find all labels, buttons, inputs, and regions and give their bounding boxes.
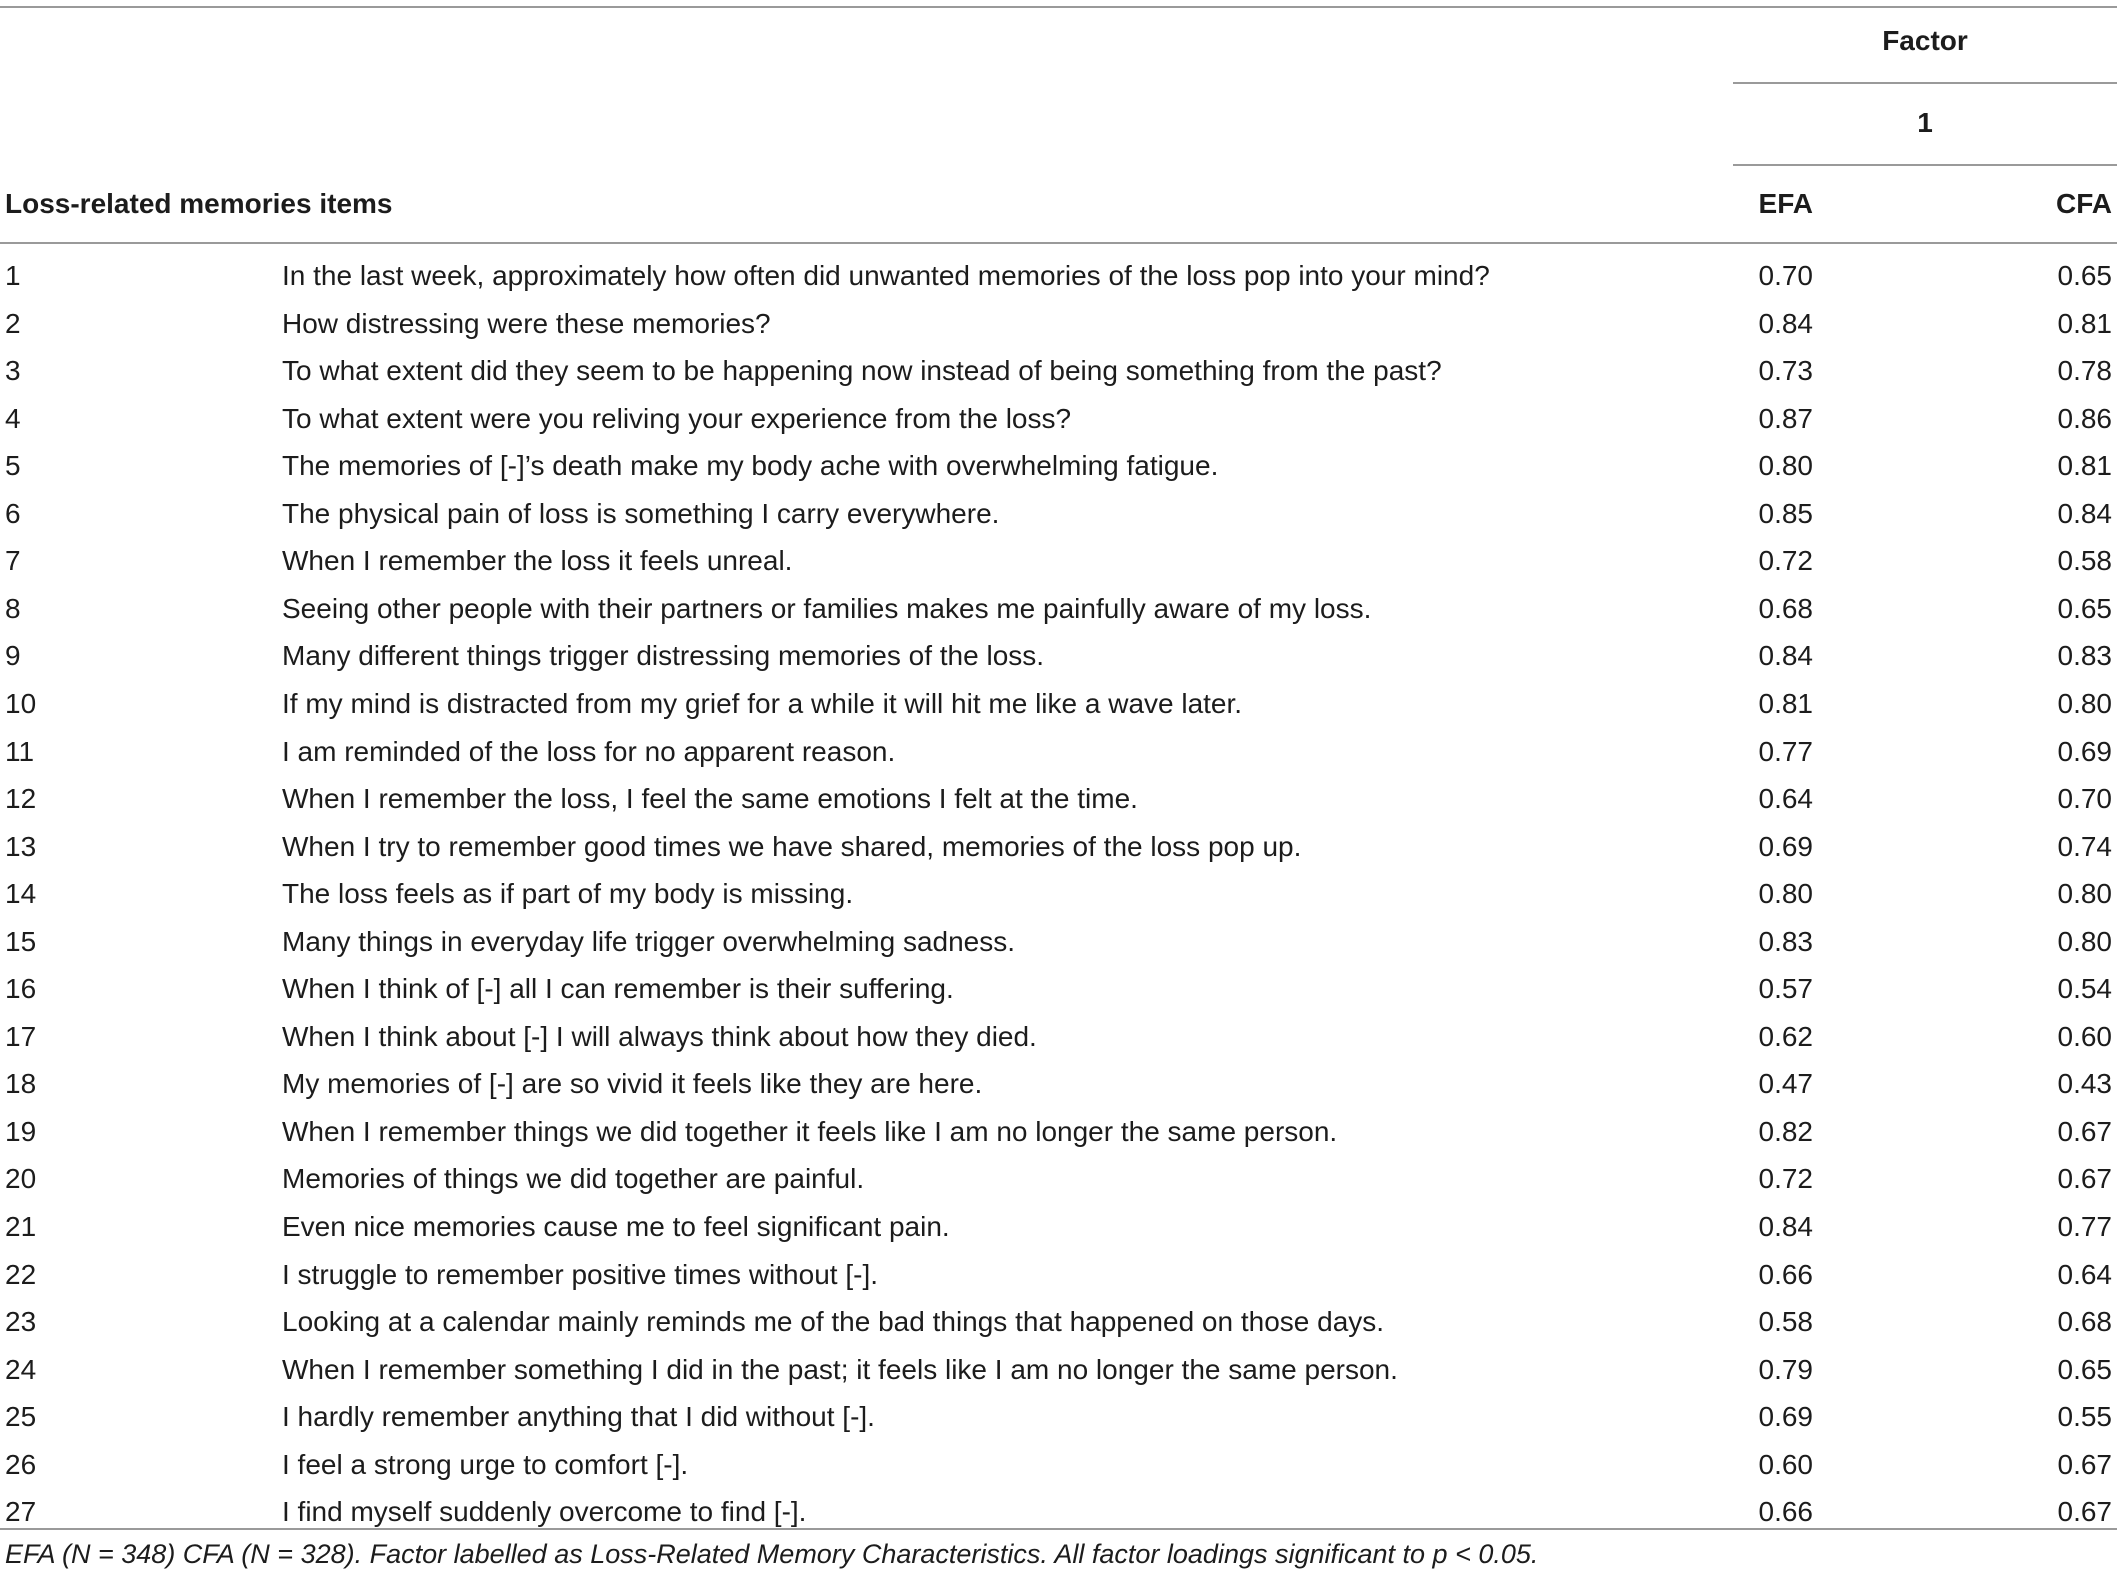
- efa-loading: 0.77: [1758, 736, 1813, 767]
- efa-loading: 0.73: [1758, 355, 1813, 386]
- table-row: [0, 544, 2117, 591]
- item-text: I struggle to remember positive times without [-].: [282, 1259, 878, 1290]
- efa-loading: 0.87: [1758, 403, 1813, 434]
- item-text: Many things in everyday life trigger overwhelming sadness.: [282, 926, 1016, 957]
- efa-loading: 0.60: [1758, 1449, 1813, 1480]
- item-text: Even nice memories cause me to feel significant pain.: [282, 1211, 950, 1242]
- cfa-loading: 0.55: [2057, 1401, 2112, 1432]
- item-text: Looking at a calendar mainly reminds me of the bad things that happened on those days.: [282, 1306, 1385, 1337]
- table-row: [0, 1115, 2117, 1162]
- cfa-loading: 0.69: [2057, 736, 2112, 767]
- cfa-loading: 0.58: [2057, 545, 2112, 576]
- efa-loading: 0.70: [1758, 260, 1813, 291]
- item-text: Seeing other people with their partners or families makes me painfully aware of my loss.: [282, 593, 1372, 624]
- efa-loading: 0.47: [1758, 1068, 1813, 1099]
- efa-loading: 0.58: [1758, 1306, 1813, 1337]
- item-number: 12: [5, 783, 37, 814]
- efa-loading: 0.79: [1758, 1354, 1813, 1385]
- item-number: 14: [5, 878, 37, 909]
- table-row: [0, 735, 2117, 782]
- efa-loading: 0.82: [1758, 1116, 1813, 1147]
- table-row: [0, 830, 2117, 877]
- cfa-loading: 0.81: [2057, 450, 2112, 481]
- table-row: [0, 972, 2117, 1019]
- efa-loading: 0.83: [1758, 926, 1813, 957]
- factor-number-rule: [1733, 164, 2117, 166]
- factor-rule: [1733, 82, 2117, 84]
- item-number: 26: [5, 1449, 37, 1480]
- table-row: [0, 1353, 2117, 1400]
- efa-loading: 0.66: [1758, 1259, 1813, 1290]
- table-row: [0, 1162, 2117, 1209]
- item-number: 27: [5, 1496, 37, 1527]
- table-row: [0, 307, 2117, 354]
- item-text: When I try to remember good times we have shared, memories of the loss pop up.: [282, 831, 1302, 862]
- efa-loading: 0.62: [1758, 1021, 1813, 1052]
- item-text: The physical pain of loss is something I carry everywhere.: [282, 498, 1000, 529]
- item-text: When I remember things we did together it feels like I am no longer the same person.: [282, 1116, 1338, 1147]
- item-text: Memories of things we did together are painful.: [282, 1163, 865, 1194]
- item-text: When I think about [-] I will always think about how they died.: [282, 1021, 1037, 1052]
- item-text: When I remember something I did in the past; it feels like I am no longer the same person.: [282, 1354, 1398, 1385]
- table-row: [0, 1305, 2117, 1352]
- item-text: In the last week, approximately how often did unwanted memories of the loss pop into your mind?: [282, 260, 1490, 291]
- table-row: [0, 687, 2117, 734]
- item-number: 4: [5, 403, 21, 434]
- table-row: [0, 1448, 2117, 1495]
- items-column-header: Loss-related memories items: [5, 188, 393, 219]
- header-bottom-rule: [0, 242, 2117, 244]
- item-text: When I remember the loss, I feel the same emotions I felt at the time.: [282, 783, 1138, 814]
- cfa-loading: 0.80: [2057, 688, 2112, 719]
- cfa-loading: 0.78: [2057, 355, 2112, 386]
- item-number: 18: [5, 1068, 37, 1099]
- cfa-loading: 0.67: [2057, 1116, 2112, 1147]
- cfa-loading: 0.70: [2057, 783, 2112, 814]
- table-row: [0, 1067, 2117, 1114]
- efa-loading: 0.72: [1758, 545, 1813, 576]
- table-row: [0, 1210, 2117, 1257]
- item-number: 1: [5, 260, 21, 291]
- cfa-loading: 0.60: [2057, 1021, 2112, 1052]
- item-number: 17: [5, 1021, 37, 1052]
- cfa-loading: 0.65: [2057, 593, 2112, 624]
- efa-loading: 0.64: [1758, 783, 1813, 814]
- cfa-loading: 0.74: [2057, 831, 2112, 862]
- table-row: [0, 354, 2117, 401]
- item-number: 7: [5, 545, 21, 576]
- item-number: 23: [5, 1306, 37, 1337]
- item-number: 16: [5, 973, 37, 1004]
- cfa-loading: 0.67: [2057, 1496, 2112, 1527]
- item-text: How distressing were these memories?: [282, 308, 771, 339]
- item-text: When I remember the loss it feels unreal.: [282, 545, 793, 576]
- table-row: [0, 592, 2117, 639]
- item-number: 21: [5, 1211, 37, 1242]
- item-number: 15: [5, 926, 37, 957]
- item-number: 24: [5, 1354, 37, 1385]
- item-number: 5: [5, 450, 21, 481]
- table-row: [0, 925, 2117, 972]
- efa-loading: 0.84: [1758, 1211, 1813, 1242]
- efa-column-header: EFA: [1758, 188, 1813, 219]
- cfa-loading: 0.84: [2057, 498, 2112, 529]
- efa-loading: 0.69: [1758, 831, 1813, 862]
- efa-loading: 0.57: [1758, 973, 1813, 1004]
- item-number: 8: [5, 593, 21, 624]
- table-row: [0, 259, 2117, 306]
- table-row: [0, 402, 2117, 449]
- cfa-loading: 0.81: [2057, 308, 2112, 339]
- item-text: I feel a strong urge to comfort [-].: [282, 1449, 689, 1480]
- item-number: 2: [5, 308, 21, 339]
- item-number: 6: [5, 498, 21, 529]
- cfa-loading: 0.67: [2057, 1163, 2112, 1194]
- cfa-loading: 0.67: [2057, 1449, 2112, 1480]
- efa-loading: 0.84: [1758, 640, 1813, 671]
- cfa-loading: 0.77: [2057, 1211, 2112, 1242]
- efa-loading: 0.66: [1758, 1496, 1813, 1527]
- item-text: Many different things trigger distressing memories of the loss.: [282, 640, 1045, 671]
- table-row: [0, 497, 2117, 544]
- table-row: [0, 877, 2117, 924]
- item-number: 10: [5, 688, 37, 719]
- item-number: 9: [5, 640, 21, 671]
- cfa-column-header: CFA: [2056, 188, 2112, 219]
- item-number: 11: [5, 736, 35, 767]
- table-row: [0, 449, 2117, 496]
- table-row: [0, 639, 2117, 686]
- table-row: [0, 782, 2117, 829]
- item-number: 19: [5, 1116, 37, 1147]
- cfa-loading: 0.65: [2057, 1354, 2112, 1385]
- item-text: To what extent were you reliving your experience from the loss?: [282, 403, 1072, 434]
- table-row: [0, 1400, 2117, 1447]
- cfa-loading: 0.65: [2057, 260, 2112, 291]
- efa-loading: 0.81: [1758, 688, 1813, 719]
- factor-number-header: 1: [1917, 107, 1933, 138]
- table-row: [0, 1495, 2117, 1542]
- efa-loading: 0.84: [1758, 308, 1813, 339]
- item-text: I hardly remember anything that I did without [-].: [282, 1401, 875, 1432]
- item-text: When I think of [-] all I can remember is their suffering.: [282, 973, 954, 1004]
- efa-loading: 0.72: [1758, 1163, 1813, 1194]
- efa-loading: 0.69: [1758, 1401, 1813, 1432]
- item-text: The memories of [-]’s death make my body ache with overwhelming fatigue.: [282, 450, 1219, 481]
- item-text: To what extent did they seem to be happening now instead of being something from the past?: [282, 355, 1442, 386]
- item-text: If my mind is distracted from my grief for a while it will hit me like a wave later.: [282, 688, 1243, 719]
- cfa-loading: 0.64: [2057, 1259, 2112, 1290]
- cfa-loading: 0.54: [2057, 973, 2112, 1004]
- item-number: 3: [5, 355, 21, 386]
- cfa-loading: 0.80: [2057, 878, 2112, 909]
- item-number: 25: [5, 1401, 37, 1432]
- item-number: 13: [5, 831, 37, 862]
- cfa-loading: 0.43: [2057, 1068, 2112, 1099]
- cfa-loading: 0.83: [2057, 640, 2112, 671]
- efa-loading: 0.68: [1758, 593, 1813, 624]
- item-text: My memories of [-] are so vivid it feels like they are here.: [282, 1068, 983, 1099]
- table-top-rule: [0, 6, 2117, 8]
- item-text: I find myself suddenly overcome to find [-].: [282, 1496, 807, 1527]
- table-row: [0, 1020, 2117, 1067]
- efa-loading: 0.80: [1758, 450, 1813, 481]
- factor-header: Factor: [1882, 25, 1968, 56]
- item-text: The loss feels as if part of my body is missing.: [282, 878, 854, 909]
- item-number: 22: [5, 1259, 37, 1290]
- cfa-loading: 0.80: [2057, 926, 2112, 957]
- item-text: I am reminded of the loss for no apparent reason.: [282, 736, 896, 767]
- table-footnote: EFA (N = 348) CFA (N = 328). Factor labelled as Loss-Related Memory Characteristics. All factor loadings significant to p < 0.05.: [5, 1539, 1539, 1569]
- efa-loading: 0.85: [1758, 498, 1813, 529]
- item-number: 20: [5, 1163, 37, 1194]
- cfa-loading: 0.86: [2057, 403, 2112, 434]
- table-row: [0, 1258, 2117, 1305]
- cfa-loading: 0.68: [2057, 1306, 2112, 1337]
- efa-loading: 0.80: [1758, 878, 1813, 909]
